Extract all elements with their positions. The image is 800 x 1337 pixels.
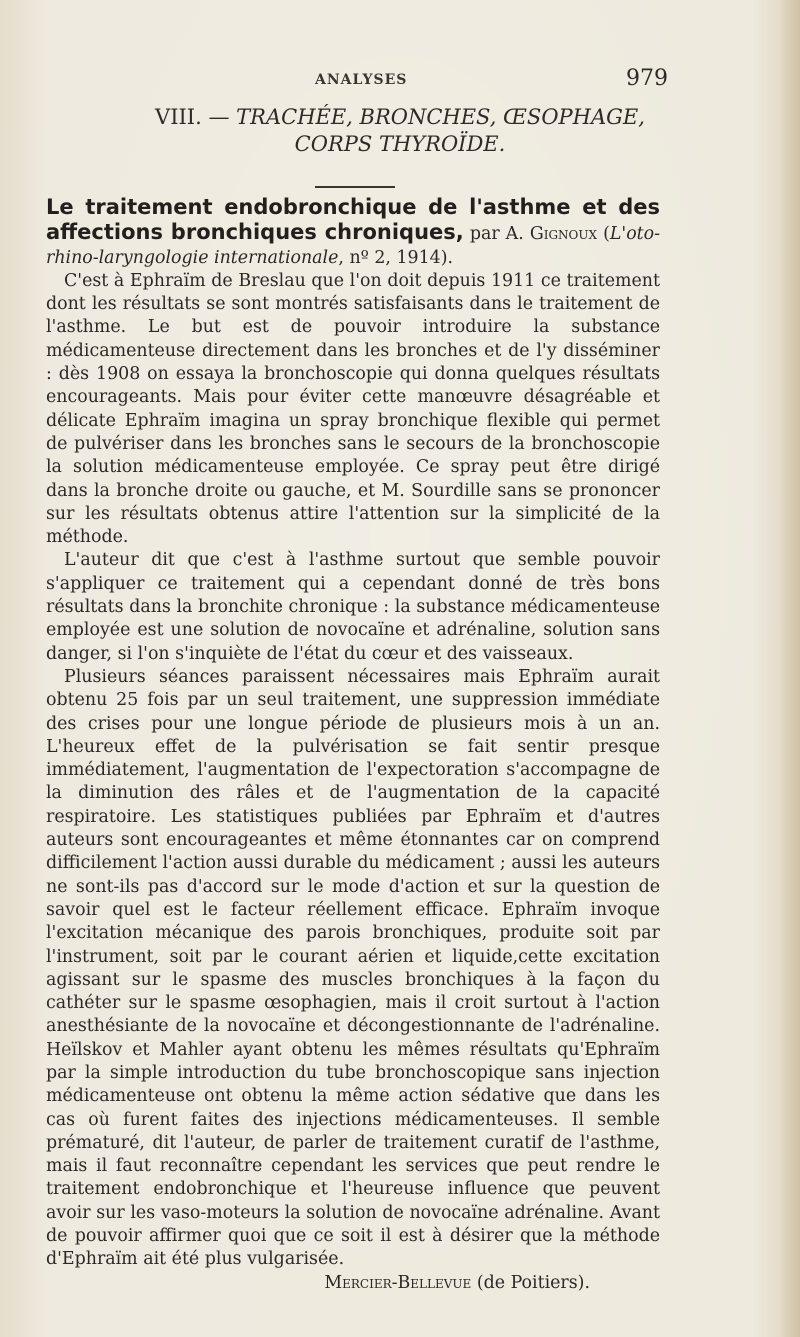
section-title-line1: TRACHÉE, BRONCHES, ŒSOPHAGE, — [236, 105, 645, 129]
section-heading — [0, 104, 800, 158]
source-journal: L'oto-rhino-laryngologie internationale — [46, 224, 661, 268]
separator-rule — [315, 186, 395, 188]
running-head-title: ANALYSES — [315, 72, 408, 88]
article-by: par A. — [469, 224, 524, 245]
section-heading-line1 — [0, 104, 800, 131]
article-author: Gignoux — [529, 224, 598, 245]
article-header — [46, 196, 660, 270]
signature — [46, 1272, 660, 1295]
source-rest: , nº 2, 1914). — [338, 247, 454, 268]
paragraph-1: C'est à Ephraïm de Breslau que l'on doit depuis 1911 ce traitement dont les résultats se sont montrés satisfaisants dans le traitement de l'asthme. Le but est de pouvoir introduire la substance médicamenteuse directement dans les bronches et de l'y disséminer : dès 1908 on essaya la bronchoscopie qui donna quelques résultats encourageants. Mais pour éviter cette manœuvre désagréable et délicate Ephraïm imagina un spray bronchique flexible qui permet de pulvériser dans les bronches sans le secours de la bronchoscopie la solution médicamenteuse employée. Ce spray peut être dirigé dans la bronche droite ou gauche, et M. Sourdille sans se prononcer sur les résultats obtenus attire l'attention sur la simplicité de la méthode. — [46, 270, 660, 548]
source-open: ( — [603, 224, 610, 245]
article-title: Le traitement endobronchique de l'asthme et des affections bronchiques chroniques, — [46, 195, 660, 245]
section-title-line2: CORPS THYROÏDE. — [294, 132, 506, 156]
section-number: VIII. — — [155, 105, 230, 129]
paragraph-2: L'auteur dit que c'est à l'asthme surtout que semble pouvoir s'appliquer ce traitement qui a cependant donné de très bons résultats dans la bronchite chronique : la substance médicamenteuse employée est une solution de novocaïne et adrénaline, solution sans danger, si l'on s'inquiète de l'état du cœur et des vaisseaux. — [46, 550, 660, 664]
page-number: 979 — [626, 66, 668, 91]
signature-place: (de Poitiers). — [476, 1272, 590, 1293]
running-head — [0, 66, 800, 90]
paragraph-3: Plusieurs séances paraissent nécessaires mais Ephraïm aurait obtenu 25 fois par un seul traitement, une suppression immédiate des crises pour une longue période de plusieurs mois à un an. L'heureux effet de la pulvérisation se fait sentir presque immédiatement, l'augmentation de l'expectoration s'accompagne de la diminution des râles et de l'augmentation de la capacité respiratoire. Les statistiques publiées par Ephraïm et d'autres auteurs sont encourageantes et même étonnantes car on comprend difficilement l'action aussi durable du médicament ; aussi les auteurs ne sont-ils pas d'accord sur le mode d'action et sur la question de savoir quel est le facteur réellement efficace. Ephraïm invoque l'excitation mécanique des parois bronchiques, produite soit par l'instrument, soit par le courant aérien et liquide,cette excitation agissant sur le spasme des muscles bronchiques à la façon du cathéter sur le spasme œsophagien, mais il croit surtout à l'action anesthésiante de la novocaïne et décongestionnante de l'adrénaline. Heïlskov et Mahler ayant obtenu les mêmes résultats qu'Ephraïm par la simple introduction du tube bronchoscopique sans injection médicamenteuse ont obtenu la même action sédative que dans les cas où furent faites des injections médicamenteuses. Il semble prématuré, dit l'auteur, de parler de traitement curatif de l'asthme, mais il faut reconnaître cependant les services que peut rendre le traitement endobronchique et l'heureuse influence que peuvent avoir sur les vaso-moteurs la solution de novocaïne adrénaline. Avant de pouvoir affirmer quoi que ce soit il est à désirer que la méthode d'Ephraïm ait été plus vulgarisée. — [46, 666, 660, 1270]
page-edge-shadow — [778, 0, 800, 1337]
article — [46, 196, 660, 1295]
signature-name: Mercier-Bellevue — [324, 1272, 472, 1293]
